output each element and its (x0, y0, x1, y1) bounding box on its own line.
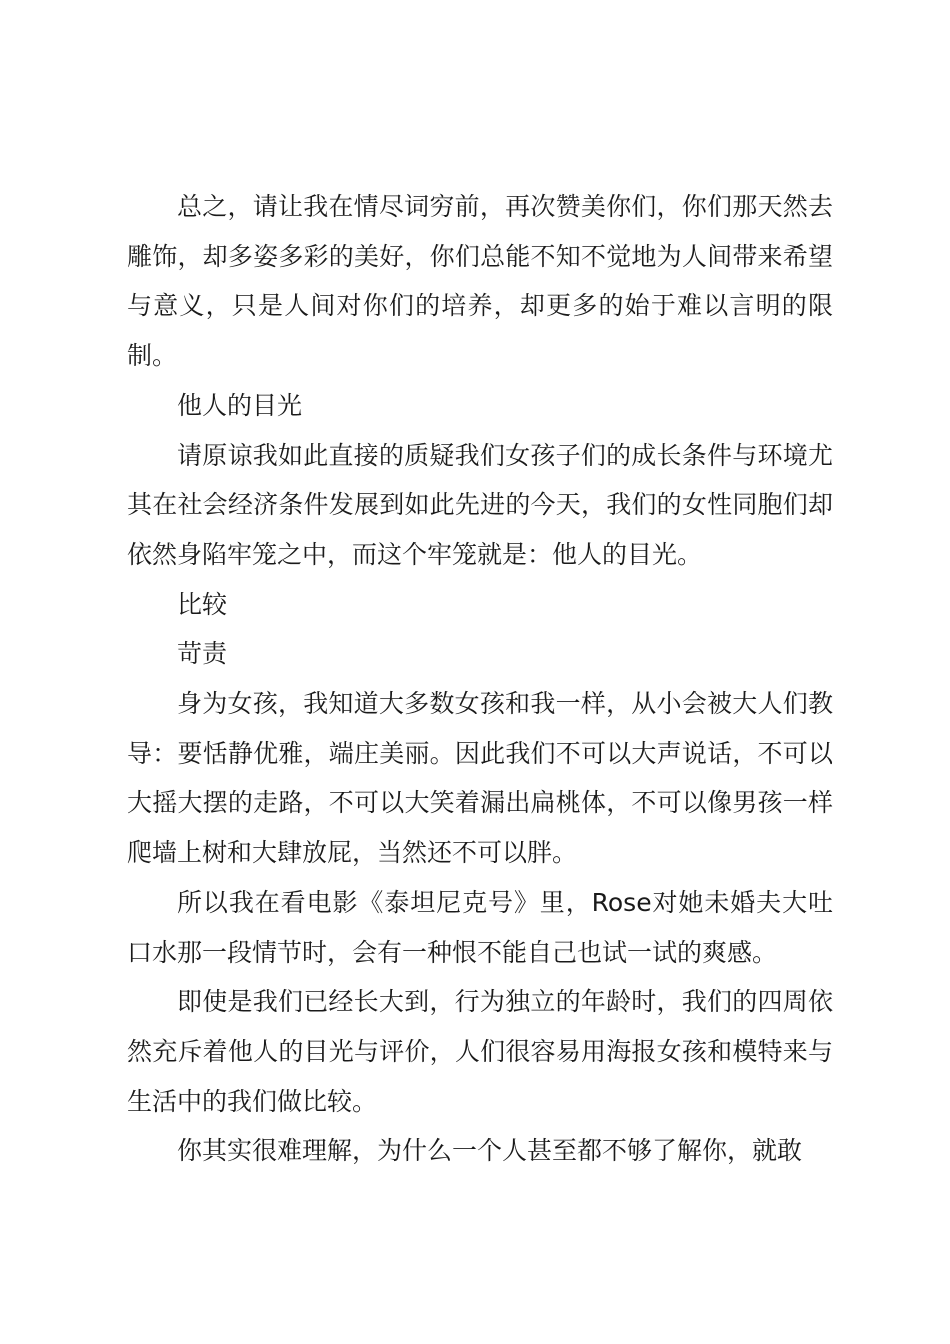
section-heading-others-gaze: 他人的目光 (177, 390, 303, 420)
paragraph-closing-praise: 总之，请让我在情尽词穷前，再次赞美你们，你们那天然去雕饰，却多姿多彩的美好，你们总能不知不觉地为人间带来希望与意义，只是人间对你们的培养，却更多的始于难以言明的限制。 (127, 192, 833, 371)
paragraph-adulthood: 即使是我们已经长大到，行为独立的年龄时，我们的四周依然充斥着他人的目光与评价，人们很容易用海报女孩和模特来与生活中的我们做比较。 (127, 987, 833, 1116)
paragraph-truncated: 你其实很难理解，为什么一个人甚至都不够了解你，就敢 (177, 1136, 803, 1166)
paragraph-upbringing: 身为女孩，我知道大多数女孩和我一样，从小会被大人们教导：要恬静优雅，端庄美丽。因此我们不可以大声说话，不可以大摇大摆的走路，不可以大笑着漏出扁桃体，不可以像男孩一样爬墙上树和大肆放屁，当然还不可以胖。 (127, 689, 833, 868)
document-body (127, 182, 833, 1176)
paragraph-titanic: 所以我在看电影《泰坦尼克号》里，Rose对她未婚夫大吐口水那一段情节时，会有一种恨不能自己也试一试的爽感。 (127, 887, 833, 967)
subheading-criticism: 苛责 (177, 639, 228, 669)
subheading-comparison: 比较 (177, 589, 228, 619)
paragraph-cage: 请原谅我如此直接的质疑我们女孩子们的成长条件与环境尤其在社会经济条件发展到如此先进的今天，我们的女性同胞们却依然身陷牢笼之中，而这个牢笼就是：他人的目光。 (127, 440, 833, 569)
